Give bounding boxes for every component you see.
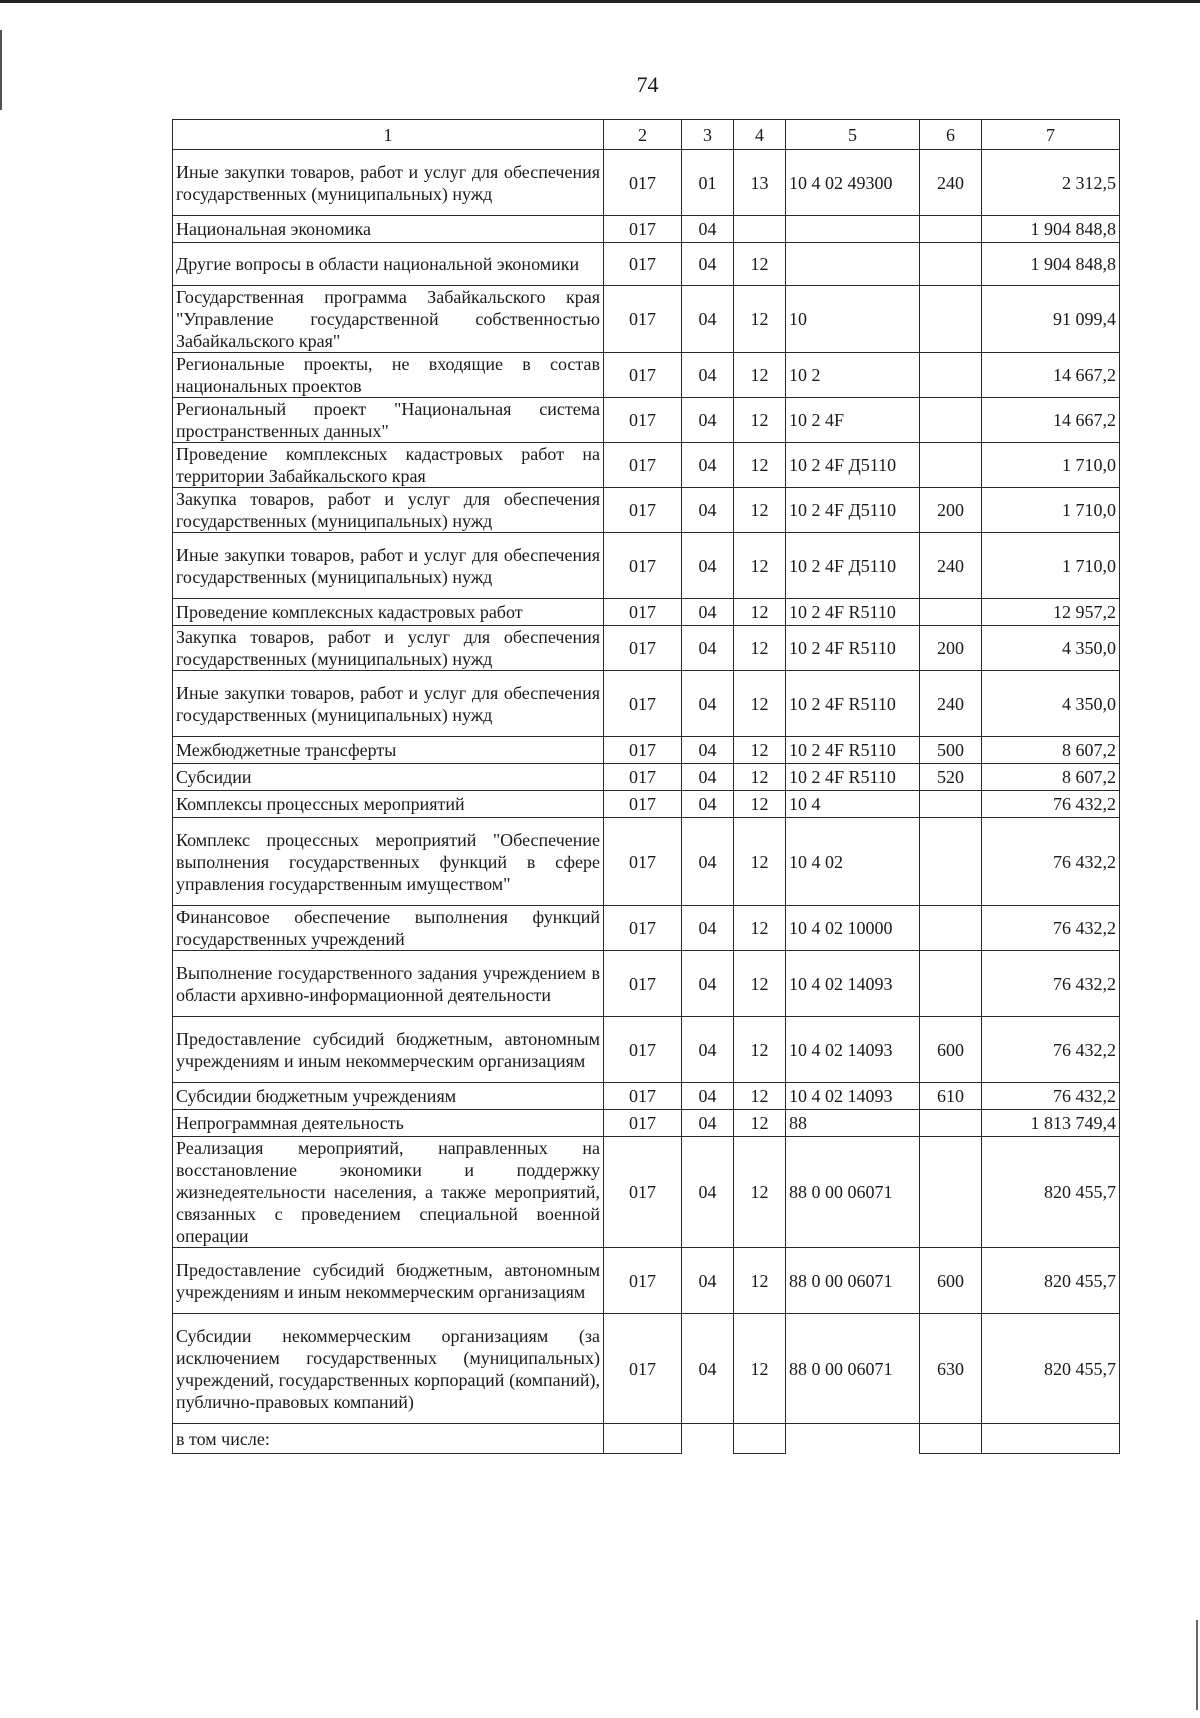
subsection-cell: 12: [734, 791, 786, 818]
subsection-cell: 12: [734, 1110, 786, 1137]
budget-table: [172, 119, 1120, 1454]
subsection-cell: 12: [734, 951, 786, 1017]
admin-code-cell: 017: [604, 906, 682, 951]
subsection-cell: 12: [734, 443, 786, 488]
expense-type-cell: [920, 1137, 982, 1248]
item-name-cell: Предоставление субсидий бюджетным, автономным учреждениям и иным некоммерческим организациям: [173, 1017, 604, 1083]
page-number: 74: [636, 72, 659, 97]
expense-type-cell: 240: [920, 150, 982, 216]
amount-cell: 1 710,0: [982, 533, 1120, 599]
item-name-cell: в том числе:: [173, 1424, 604, 1454]
admin-code-cell: 017: [604, 286, 682, 353]
amount-cell: 4 350,0: [982, 626, 1120, 671]
amount-cell: 1 904 848,8: [982, 243, 1120, 286]
expense-type-cell: [920, 791, 982, 818]
admin-code-cell: 017: [604, 398, 682, 443]
admin-code-cell: 017: [604, 216, 682, 243]
item-name-cell: Реализация мероприятий, направленных на восстановление экономики и поддержку жизнедеятельности населения, а также мероприятий, связанных с проведением специальной военной операции: [173, 1137, 604, 1248]
target-article-cell: 10: [786, 286, 920, 353]
expense-type-cell: 600: [920, 1248, 982, 1314]
target-article-cell: 10 2 4F Д5110: [786, 443, 920, 488]
section-cell: 04: [682, 1017, 734, 1083]
admin-code-cell: 017: [604, 1314, 682, 1424]
table-row: [173, 286, 1120, 353]
item-name-cell: Региональные проекты, не входящие в состав национальных проектов: [173, 353, 604, 398]
table-row: [173, 1137, 1120, 1248]
subsection-cell: 12: [734, 626, 786, 671]
admin-code-cell: 017: [604, 764, 682, 791]
expense-type-cell: 630: [920, 1314, 982, 1424]
header-cell-6: 6: [920, 120, 982, 150]
item-name-cell: Выполнение государственного задания учреждением в области архивно-информационной деятельности: [173, 951, 604, 1017]
expense-type-cell: [920, 1424, 982, 1454]
section-cell: 04: [682, 1083, 734, 1110]
admin-code-cell: 017: [604, 818, 682, 906]
admin-code-cell: 017: [604, 1248, 682, 1314]
expense-type-cell: 200: [920, 488, 982, 533]
item-name-cell: Субсидии некоммерческим организациям (за исключением государственных (муниципальных) учреждений, государственных корпораций (компаний), публично-правовых компаний): [173, 1314, 604, 1424]
section-cell: 01: [682, 150, 734, 216]
table-row: [173, 443, 1120, 488]
expense-type-cell: [920, 443, 982, 488]
subsection-cell: 12: [734, 737, 786, 764]
section-cell: 04: [682, 818, 734, 906]
table-row: [173, 533, 1120, 599]
target-article-cell: 10 2 4F Д5110: [786, 488, 920, 533]
admin-code-cell: 017: [604, 353, 682, 398]
target-article-cell: 10 4 02 14093: [786, 951, 920, 1017]
target-article-cell: 10 4 02 14093: [786, 1017, 920, 1083]
section-cell: 04: [682, 764, 734, 791]
section-cell: 04: [682, 1314, 734, 1424]
amount-cell: 1 710,0: [982, 443, 1120, 488]
target-article-cell: 10 2 4F R5110: [786, 626, 920, 671]
section-cell: 04: [682, 951, 734, 1017]
target-article-cell: 10 2 4F R5110: [786, 599, 920, 626]
amount-cell: 4 350,0: [982, 671, 1120, 737]
admin-code-cell: 017: [604, 1017, 682, 1083]
admin-code-cell: 017: [604, 488, 682, 533]
amount-cell: 76 432,2: [982, 906, 1120, 951]
target-article-cell: [786, 216, 920, 243]
expense-type-cell: [920, 286, 982, 353]
table-row: [173, 1083, 1120, 1110]
admin-code-cell: 017: [604, 737, 682, 764]
item-name-cell: Непрограммная деятельность: [173, 1110, 604, 1137]
table-row: [173, 791, 1120, 818]
amount-cell: 76 432,2: [982, 1017, 1120, 1083]
item-name-cell: Межбюджетные трансферты: [173, 737, 604, 764]
expense-type-cell: [920, 243, 982, 286]
table-row: [173, 1248, 1120, 1314]
expense-type-cell: 240: [920, 671, 982, 737]
amount-cell: 820 455,7: [982, 1137, 1120, 1248]
amount-cell: [982, 1424, 1120, 1454]
admin-code-cell: 017: [604, 150, 682, 216]
amount-cell: 91 099,4: [982, 286, 1120, 353]
subsection-cell: 12: [734, 353, 786, 398]
amount-cell: 2 312,5: [982, 150, 1120, 216]
item-name-cell: Закупка товаров, работ и услуг для обеспечения государственных (муниципальных) нужд: [173, 626, 604, 671]
table-row: [173, 1017, 1120, 1083]
section-cell: 04: [682, 353, 734, 398]
target-article-cell: 10 2 4F: [786, 398, 920, 443]
section-cell: 04: [682, 737, 734, 764]
target-article-cell: 88: [786, 1110, 920, 1137]
subsection-cell: 12: [734, 906, 786, 951]
section-cell: 04: [682, 671, 734, 737]
target-article-cell: 10 2 4F R5110: [786, 737, 920, 764]
section-cell: 04: [682, 488, 734, 533]
table-body: [173, 120, 1120, 1454]
scan-edge-right: [1196, 1620, 1198, 1710]
section-cell: 04: [682, 398, 734, 443]
admin-code-cell: 017: [604, 1110, 682, 1137]
table-row: [173, 353, 1120, 398]
item-name-cell: Закупка товаров, работ и услуг для обеспечения государственных (муниципальных) нужд: [173, 488, 604, 533]
section-cell: 04: [682, 243, 734, 286]
subsection-cell: 12: [734, 599, 786, 626]
item-name-cell: Национальная экономика: [173, 216, 604, 243]
amount-cell: 8 607,2: [982, 764, 1120, 791]
table-row: [173, 737, 1120, 764]
amount-cell: 76 432,2: [982, 818, 1120, 906]
amount-cell: 1 710,0: [982, 488, 1120, 533]
table-row: [173, 818, 1120, 906]
expense-type-cell: 200: [920, 626, 982, 671]
item-name-cell: Государственная программа Забайкальского края "Управление государственной собственностью Забайкальского края": [173, 286, 604, 353]
section-cell: 04: [682, 1137, 734, 1248]
subsection-cell: 12: [734, 671, 786, 737]
header-row: [173, 120, 1120, 150]
admin-code-cell: 017: [604, 533, 682, 599]
section-cell: 04: [682, 791, 734, 818]
item-name-cell: Региональный проект "Национальная система пространственных данных": [173, 398, 604, 443]
admin-code-cell: 017: [604, 599, 682, 626]
section-cell: 04: [682, 533, 734, 599]
table-row: [173, 906, 1120, 951]
subsection-cell: 12: [734, 1248, 786, 1314]
scan-edge-top: [0, 0, 1200, 3]
expense-type-cell: 520: [920, 764, 982, 791]
scan-edge-left: [0, 30, 2, 110]
item-name-cell: Субсидии: [173, 764, 604, 791]
item-name-cell: Комплекс процессных мероприятий "Обеспечение выполнения государственных функций в сфере управления государственным имуществом": [173, 818, 604, 906]
item-name-cell: Проведение комплексных кадастровых работ на территории Забайкальского края: [173, 443, 604, 488]
section-cell: 04: [682, 1248, 734, 1314]
target-article-cell: 10 4: [786, 791, 920, 818]
target-article-cell: 10 4 02 14093: [786, 1083, 920, 1110]
subsection-cell: 12: [734, 818, 786, 906]
header-cell-7: 7: [982, 120, 1120, 150]
expense-type-cell: [920, 818, 982, 906]
table-row: [173, 1110, 1120, 1137]
header-cell-5: 5: [786, 120, 920, 150]
subsection-cell: 12: [734, 286, 786, 353]
table-row: [173, 626, 1120, 671]
target-article-cell: 10 2: [786, 353, 920, 398]
admin-code-cell: 017: [604, 626, 682, 671]
expense-type-cell: 500: [920, 737, 982, 764]
table-row: [173, 398, 1120, 443]
admin-code-cell: 017: [604, 1137, 682, 1248]
section-cell: 04: [682, 1110, 734, 1137]
expense-type-cell: [920, 1110, 982, 1137]
amount-cell: 820 455,7: [982, 1248, 1120, 1314]
target-article-cell: 10 4 02 49300: [786, 150, 920, 216]
subsection-cell: 12: [734, 764, 786, 791]
target-article-cell: 10 4 02 10000: [786, 906, 920, 951]
table-row: [173, 599, 1120, 626]
section-cell: 04: [682, 906, 734, 951]
expense-type-cell: [920, 353, 982, 398]
admin-code-cell: 017: [604, 243, 682, 286]
item-name-cell: Другие вопросы в области национальной экономики: [173, 243, 604, 286]
subsection-cell: 12: [734, 1137, 786, 1248]
item-name-cell: Предоставление субсидий бюджетным, автономным учреждениям и иным некоммерческим организациям: [173, 1248, 604, 1314]
table-row: [173, 671, 1120, 737]
target-article-cell: 10 2 4F R5110: [786, 671, 920, 737]
admin-code-cell: 017: [604, 443, 682, 488]
expense-type-cell: 610: [920, 1083, 982, 1110]
target-article-cell: 88 0 00 06071: [786, 1314, 920, 1424]
expense-type-cell: [920, 906, 982, 951]
subsection-cell: 12: [734, 1083, 786, 1110]
admin-code-cell: 017: [604, 951, 682, 1017]
amount-cell: 76 432,2: [982, 1083, 1120, 1110]
subsection-cell: 12: [734, 398, 786, 443]
expense-type-cell: 240: [920, 533, 982, 599]
amount-cell: 14 667,2: [982, 398, 1120, 443]
item-name-cell: Субсидии бюджетным учреждениям: [173, 1083, 604, 1110]
subsection-cell: 12: [734, 533, 786, 599]
table-row: [173, 951, 1120, 1017]
expense-type-cell: 600: [920, 1017, 982, 1083]
subsection-cell: 12: [734, 488, 786, 533]
amount-cell: 1 813 749,4: [982, 1110, 1120, 1137]
target-article-cell: 88 0 00 06071: [786, 1248, 920, 1314]
amount-cell: 76 432,2: [982, 951, 1120, 1017]
header-cell-3: 3: [682, 120, 734, 150]
subsection-cell: 12: [734, 1314, 786, 1424]
target-article-cell: 88 0 00 06071: [786, 1137, 920, 1248]
expense-type-cell: [920, 216, 982, 243]
expense-type-cell: [920, 599, 982, 626]
section-cell: [682, 1424, 734, 1454]
table-row: [173, 1424, 1120, 1454]
amount-cell: 76 432,2: [982, 791, 1120, 818]
section-cell: 04: [682, 599, 734, 626]
item-name-cell: Иные закупки товаров, работ и услуг для обеспечения государственных (муниципальных) нужд: [173, 150, 604, 216]
table-row: [173, 243, 1120, 286]
amount-cell: 1 904 848,8: [982, 216, 1120, 243]
subsection-cell: 12: [734, 1017, 786, 1083]
table-row: [173, 1314, 1120, 1424]
header-cell-1: 1: [173, 120, 604, 150]
section-cell: 04: [682, 216, 734, 243]
expense-type-cell: [920, 951, 982, 1017]
section-cell: 04: [682, 286, 734, 353]
table-row: [173, 764, 1120, 791]
subsection-cell: [734, 1424, 786, 1454]
table-row: [173, 150, 1120, 216]
admin-code-cell: [604, 1424, 682, 1454]
target-article-cell: 10 2 4F Д5110: [786, 533, 920, 599]
table-row: [173, 488, 1120, 533]
target-article-cell: 10 2 4F R5110: [786, 764, 920, 791]
subsection-cell: [734, 216, 786, 243]
amount-cell: 14 667,2: [982, 353, 1120, 398]
item-name-cell: Комплексы процессных мероприятий: [173, 791, 604, 818]
header-cell-2: 2: [604, 120, 682, 150]
admin-code-cell: 017: [604, 791, 682, 818]
target-article-cell: [786, 1424, 920, 1454]
header-cell-4: 4: [734, 120, 786, 150]
target-article-cell: [786, 243, 920, 286]
admin-code-cell: 017: [604, 1083, 682, 1110]
subsection-cell: 13: [734, 150, 786, 216]
target-article-cell: 10 4 02: [786, 818, 920, 906]
amount-cell: 8 607,2: [982, 737, 1120, 764]
table-row: [173, 216, 1120, 243]
item-name-cell: Финансовое обеспечение выполнения функций государственных учреждений: [173, 906, 604, 951]
item-name-cell: Иные закупки товаров, работ и услуг для обеспечения государственных (муниципальных) нужд: [173, 671, 604, 737]
item-name-cell: Проведение комплексных кадастровых работ: [173, 599, 604, 626]
section-cell: 04: [682, 443, 734, 488]
section-cell: 04: [682, 626, 734, 671]
expense-type-cell: [920, 398, 982, 443]
admin-code-cell: 017: [604, 671, 682, 737]
item-name-cell: Иные закупки товаров, работ и услуг для обеспечения государственных (муниципальных) нужд: [173, 533, 604, 599]
subsection-cell: 12: [734, 243, 786, 286]
amount-cell: 12 957,2: [982, 599, 1120, 626]
amount-cell: 820 455,7: [982, 1314, 1120, 1424]
